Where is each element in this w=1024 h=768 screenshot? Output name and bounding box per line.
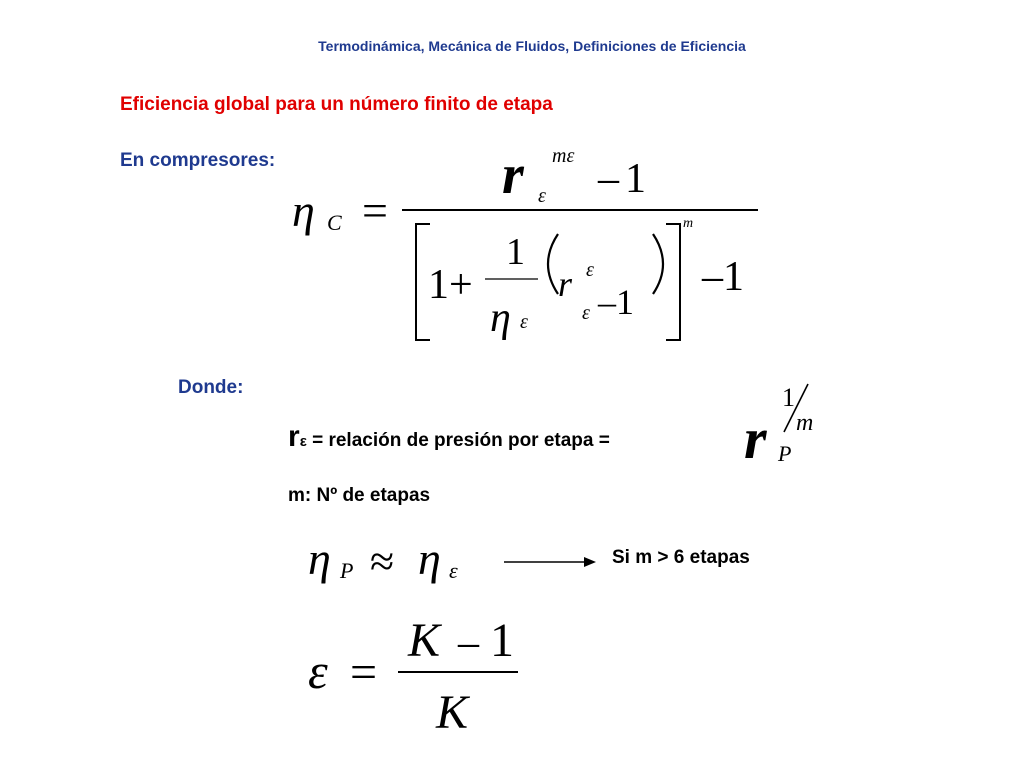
- svg-text:1: 1: [490, 614, 514, 667]
- r-symbol: r: [288, 420, 300, 453]
- svg-text:1: 1: [625, 156, 646, 202]
- svg-text:mε: mε: [552, 145, 575, 167]
- svg-text:ε: ε: [538, 185, 546, 207]
- m-definition: m: Nº de etapas: [288, 485, 431, 506]
- svg-text:P: P: [340, 558, 354, 583]
- svg-text:ε: ε: [308, 643, 328, 699]
- r-definition-line: [288, 420, 610, 454]
- svg-text:1+: 1+: [428, 262, 473, 308]
- svg-text:C: C: [327, 210, 342, 235]
- svg-text:≈: ≈: [370, 537, 395, 586]
- svg-text:–1: –1: [702, 254, 744, 300]
- svg-text:1: 1: [506, 231, 525, 273]
- condition-text: Si m > 6 etapas: [612, 547, 750, 568]
- epsilon-formula: [300, 610, 540, 740]
- compressors-label: En compresores:: [120, 150, 276, 171]
- svg-text:r: r: [502, 144, 524, 206]
- svg-text:1: 1: [782, 383, 795, 412]
- svg-text:ε: ε: [520, 311, 528, 333]
- eta-approx-formula: [300, 530, 500, 590]
- compressor-efficiency-formula: [280, 140, 780, 350]
- svg-text:–: –: [458, 620, 479, 666]
- svg-text:r: r: [558, 264, 573, 304]
- svg-text:r: r: [744, 406, 767, 470]
- svg-text:m: m: [796, 410, 814, 436]
- svg-text:K: K: [408, 614, 441, 667]
- svg-text:–: –: [598, 156, 619, 202]
- slide-header: Termodinámica, Mecánica de Fluidos, Definiciones de Eficiencia: [318, 38, 746, 54]
- section-title: Eficiencia global para un número finito de etapa: [120, 94, 553, 115]
- svg-text:ε: ε: [449, 558, 458, 583]
- svg-text:m: m: [683, 216, 694, 231]
- svg-text:K: K: [436, 686, 469, 739]
- svg-text:=: =: [362, 185, 388, 236]
- svg-text:ε: ε: [586, 259, 594, 281]
- r-subscript: ε: [299, 433, 307, 450]
- r-definition-text: = relación de presión por etapa =: [306, 430, 610, 451]
- eta-symbol: η: [292, 185, 315, 236]
- rp-root-expression: [738, 380, 838, 470]
- svg-text:η: η: [308, 533, 331, 584]
- arrow-icon: [500, 552, 600, 572]
- svg-text:η: η: [418, 533, 441, 584]
- svg-text:η: η: [490, 295, 511, 341]
- svg-text:=: =: [350, 646, 378, 699]
- where-label: Donde:: [178, 377, 244, 398]
- svg-text:P: P: [778, 441, 792, 466]
- svg-text:–1: –1: [598, 282, 634, 322]
- svg-text:ε: ε: [582, 302, 590, 324]
